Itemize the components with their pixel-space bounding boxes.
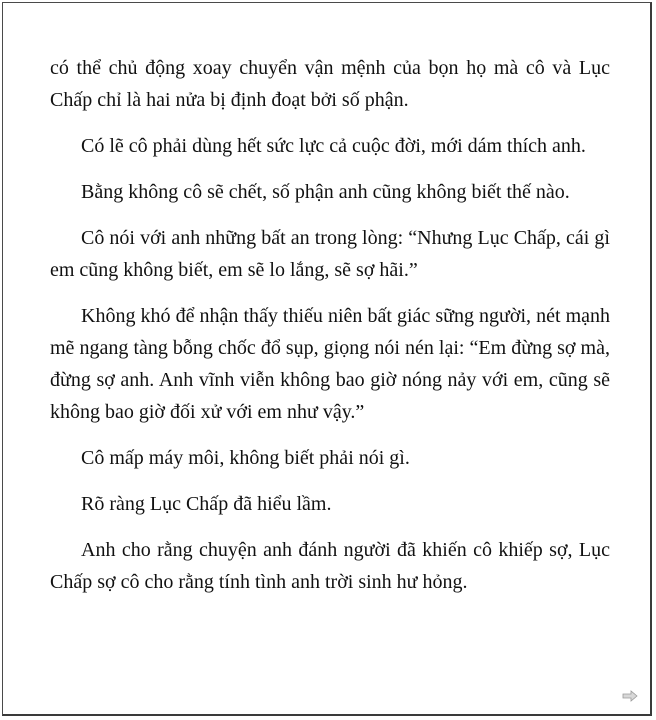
page-corner-arrow-icon <box>622 690 638 702</box>
paragraph-2: Có lẽ cô phải dùng hết sức lực cả cuộc đời, mới dám thích anh. <box>81 135 586 157</box>
document-body <box>50 52 610 598</box>
paragraph-7: Rõ ràng Lục Chấp đã hiểu lầm. <box>81 493 332 515</box>
paragraph-6: Cô mấp máy môi, không biết phải nói gì. <box>81 447 410 469</box>
paragraph-8: Anh cho rằng chuyện anh đánh người đã khiến cô khiếp sợ, Lục Chấp sợ cô cho rằng tính tình anh trời sinh hư hỏng. <box>50 539 610 593</box>
paragraph-5: Không khó để nhận thấy thiếu niên bất giác sững người, nét mạnh mẽ ngang tàng bỗng chốc đổ sụp, giọng nói nén lại: “Em đừng sợ mà, đừng sợ anh. Anh vĩnh viễn không bao giờ nóng nảy với em, cũng sẽ không bao giờ đối xử với em như vậy.” <box>50 305 610 423</box>
paragraph-4: Cô nói với anh những bất an trong lòng: “Nhưng Lục Chấp, cái gì em cũng không biết, em sẽ lo lắng, sẽ sợ hãi.” <box>50 227 610 281</box>
paragraph-3: Bằng không cô sẽ chết, số phận anh cũng không biết thế nào. <box>81 181 570 203</box>
document-page <box>2 2 652 716</box>
paragraph-1: có thể chủ động xoay chuyển vận mệnh của bọn họ mà cô và Lục Chấp chỉ là hai nửa bị định đoạt bởi số phận. <box>50 57 610 111</box>
